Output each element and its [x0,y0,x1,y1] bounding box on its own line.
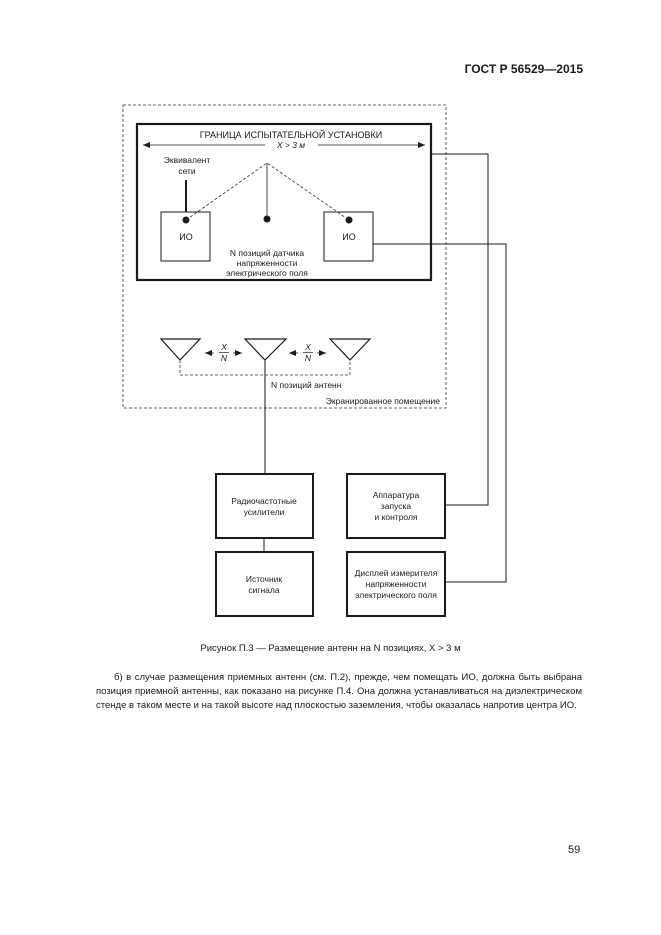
signal-source-label-1: Источник [245,574,283,584]
spacing-right-den: N [304,353,312,363]
antenna-center [245,339,286,360]
page-number: 59 [568,844,581,856]
field-display-label-2: напряженности [365,579,427,589]
sensor-label-3: электрического поля [226,268,308,278]
sensor-label-1: N позиций датчика [229,248,305,258]
signal-source-label-2: сигнала [248,585,280,595]
standard-designation: ГОСТ Р 56529—2015 [464,62,583,76]
control-equipment-label-1: Аппаратура [372,490,420,500]
boundary-title: ГРАНИЦА ИСПЫТАТЕЛЬНОЙ УСТАНОВКИ [199,130,383,140]
field-display-label-3: электрического поля [355,590,437,600]
distance-label: X > 3 м [276,140,306,150]
eut-left-label: ИО [179,232,193,242]
body-paragraph: б) в случае размещения приемных антенн (см. П.2), прежде, чем помещать ИО, должна быть выбрана позиция приемной антенны, как показано на рисунке П.4. Она должна устанавливаться на диэлектрическом стенде в таком месте и на такой высоте над плоскостью заземления, чтобы оказалась напротив центра ИО. [96,672,582,711]
eut-right-label: ИО [342,232,356,242]
figure-caption: Рисунок П.3 — Размещение антенн на N позициях, X > 3 м [200,643,461,654]
rf-amplifiers-label-2: усилители [243,507,285,517]
network-equivalent-label-2: сети [178,166,196,176]
field-display-label-1: Дисплей измерителя [354,568,438,578]
sensor-label-2: напряженности [236,258,298,268]
spacing-left-den: N [220,353,228,363]
antenna-left [161,339,200,360]
signal-source-box [216,552,313,616]
field-sensor-point [264,216,271,223]
control-equipment-label-2: запуска [380,501,412,511]
spacing-right-num: X [305,342,311,352]
control-cable [431,154,488,505]
rf-amplifiers-label-1: Радиочастотные [231,496,297,506]
antenna-right [330,339,370,360]
eut-right-point [346,217,353,224]
spacing-left-num: X [221,342,227,352]
network-equivalent-label-1: Эквивалент [163,155,211,165]
control-equipment-label-3: и контроля [374,512,418,522]
field-lines-dashed [186,163,349,220]
shielded-room-label: Экранированное помещение [325,396,440,406]
antenna-positions-label: N позиций антенн [271,380,342,390]
rf-amplifiers-box [216,474,313,538]
